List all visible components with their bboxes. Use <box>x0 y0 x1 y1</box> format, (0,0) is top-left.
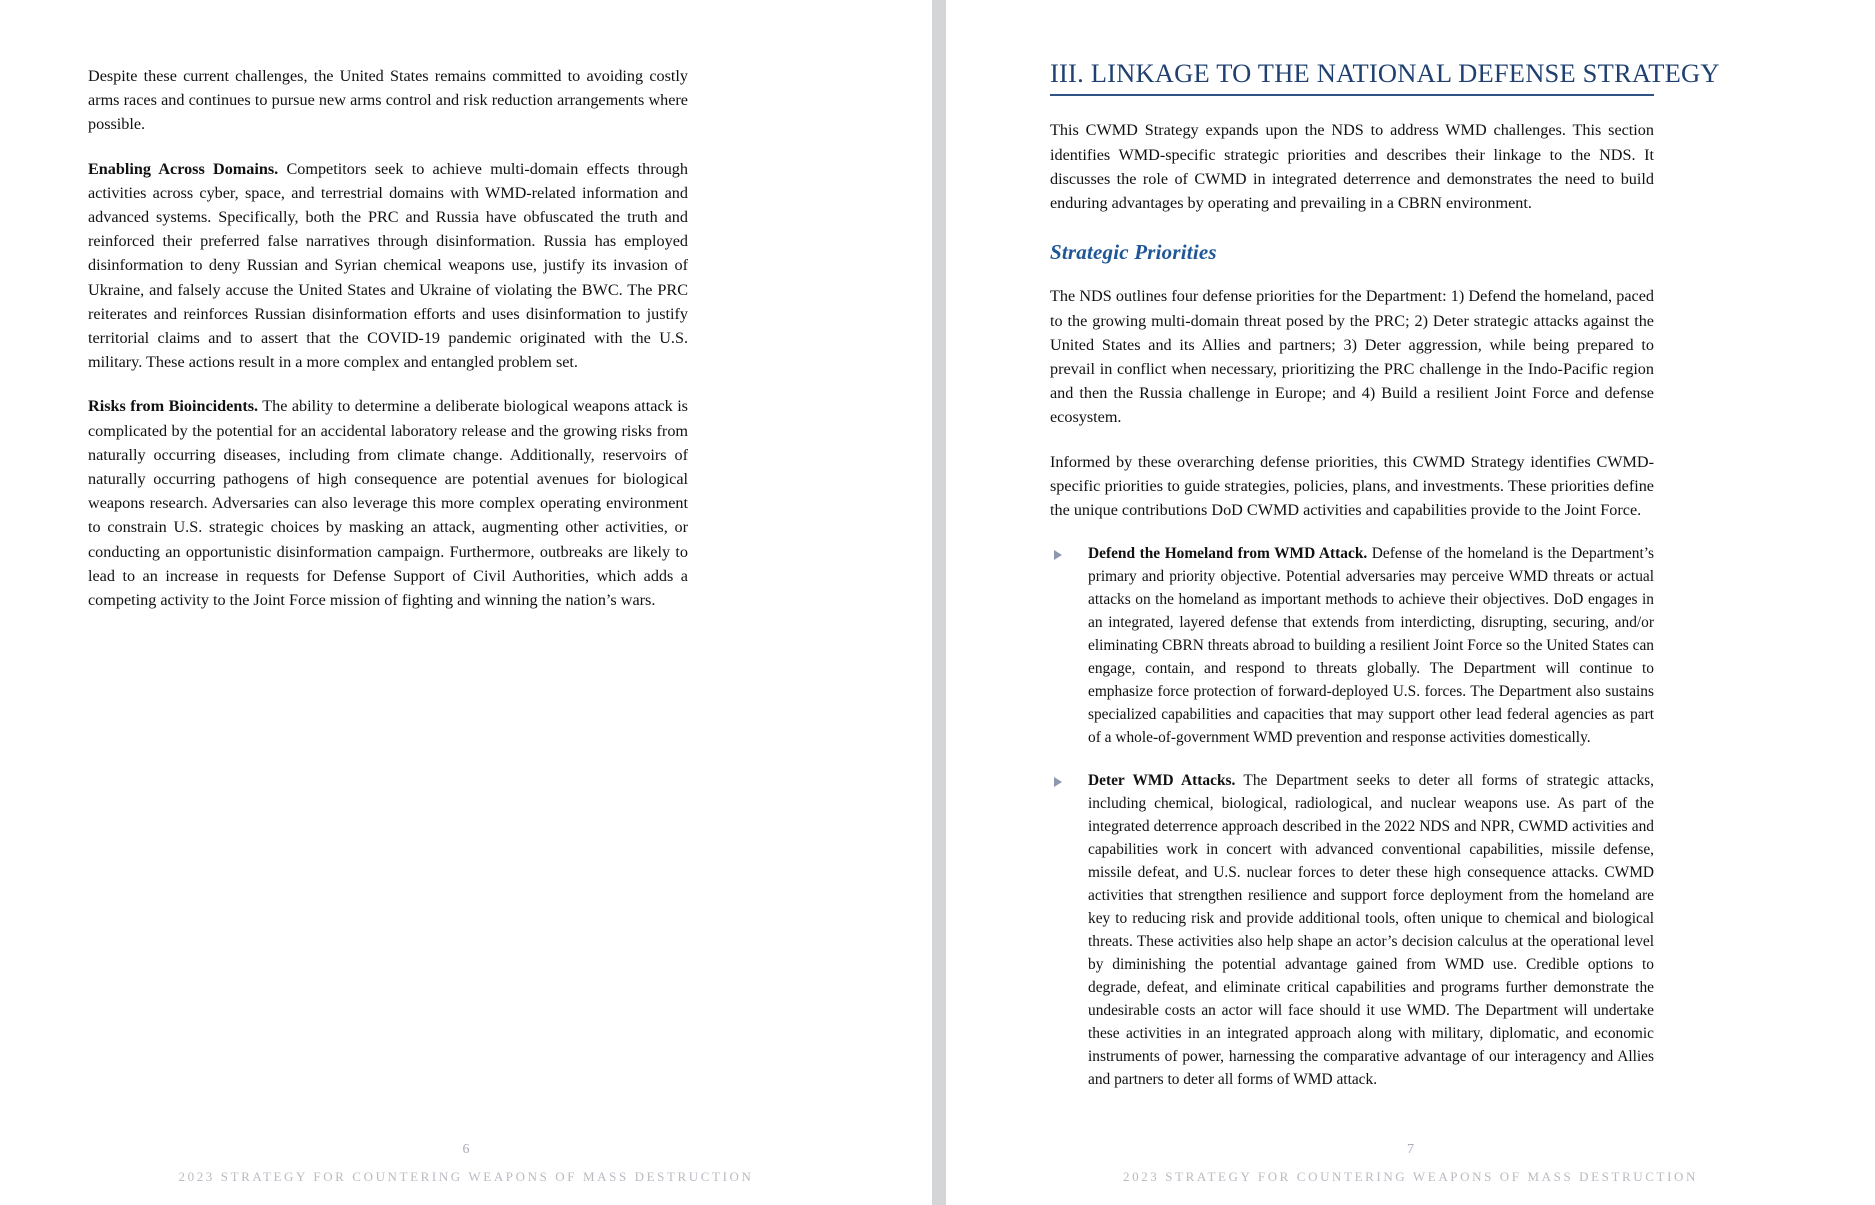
running-footer: 2023 STRATEGY FOR COUNTERING WEAPONS OF MASS DESTRUCTION <box>1123 1169 1698 1184</box>
paragraph-text: Informed by these overarching defense priorities, this CWMD Strategy identifies CWMD-specific priorities to guide strategies, policies, plans, and investments. These priorities define the unique contributions DoD CWMD activities and capabilities provide to the Joint Force. <box>1050 452 1654 519</box>
paragraph-text: The NDS outlines four defense priorities for the Department: 1) Defend the homeland, paced to the growing multi-domain threat posed by the PRC; 2) Deter strategic attacks against the United States and its Allies and partners; 3) Deter aggression, while being prepared to prevail in conflict when necessary, prioritizing the PRC challenge in the Indo-Pacific region and then the Russia challenge in Europe; and 4) Build a resilient Joint Force and defense ecosystem. <box>1050 287 1654 427</box>
list-item-text: The Department seeks to deter all forms of strategic attacks, including chemical, biological, radiological, and nuclear weapons use. As part of the integrated deterrence approach described in the 2022 NDS and NPR, CWMD activities and capabilities work in concert with advanced conventional capabilities, missile defense, missile defeat, and U.S. nuclear forces to deter these high consequence attacks. CWMD activities that strengthen resilience and support force deployment from the homeland are key to reducing risk and provide additional tools, often unique to chemical and biological threats. These activities also help shape an actor’s decision calculus at the operational level by diminishing the potential advantage gained from WMD use. Credible options to degrade, defeat, and eliminate critical capabilities and programs further demonstrate the undesirable costs an actor will face should it use WMD. The Department will undertake these activities in an integrated approach along with military, diplomatic, and economic instruments of power, harnessing the comparative advantage of our interagency and Allies and partners to deter all forms of WMD attack. <box>1088 772 1654 1089</box>
running-footer: 2023 STRATEGY FOR COUNTERING WEAPONS OF MASS DESTRUCTION <box>178 1169 754 1184</box>
left-body-text <box>88 64 688 612</box>
paragraph-text: Despite these current challenges, the United States remains committed to avoiding costly arms races and continues to pursue new arms control and risk reduction arrangements where possible. <box>88 67 688 134</box>
paragraph-lead-in: Enabling Across Domains. <box>88 159 279 178</box>
list-item-lead-in: Deter WMD Attacks. <box>1088 772 1236 790</box>
list-item <box>1050 769 1654 1091</box>
list-item-body <box>1088 769 1654 1091</box>
page-number: 6 <box>462 1142 470 1157</box>
page-right-content <box>1050 0 1720 1205</box>
page-left-footer <box>0 1143 932 1183</box>
triangle-right-bullet-icon <box>1054 550 1062 560</box>
page-right-footer <box>946 1143 1875 1183</box>
page-right <box>946 0 1875 1205</box>
list-item-text: Defense of the homeland is the Department’s primary and priority objective. Potential adversaries may perceive WMD threats or actual attacks on the homeland as important methods to achieve their objectives. DoD engages in an integrated, layered defense that extends from interdicting, disrupting, securing, and/or eliminating CBRN threats abroad to building a resilient Joint Force so the United States can engage, contain, and respond to threats globally. The Department will continue to emphasize force protection of forward-deployed U.S. forces. The Department also sustains specialized capabilities and capacities that may support other lead federal agencies as part of a whole-of-government WMD prevention and response activities domestically. <box>1088 545 1654 747</box>
paragraph-text: The ability to determine a deliberate biological weapons attack is complicated by the potential for an accidental laboratory release and the growing risks from naturally occurring diseases, including from climate change. Additionally, reservoirs of naturally occurring pathogens of high consequence are potential avenues for biological weapons research. Adversaries can also leverage this more complex operating environment to constrain U.S. strategic choices by masking an attack, augmenting other activities, or conducting an opportunistic disinformation campaign. Furthermore, outbreaks are likely to lead to an increase in requests for Defense Support of Civil Authorities, which adds a competing activity to the Joint Force mission of fighting and winning the nation’s wars. <box>88 397 688 610</box>
priority-bullet-list <box>1050 542 1654 1091</box>
page-left <box>0 0 932 1205</box>
right-body-text <box>1050 58 1720 1091</box>
paragraph <box>88 394 688 612</box>
list-item-body <box>1088 542 1654 749</box>
paragraph-text: Competitors seek to achieve multi-domain effects through activities across cyber, space, and terrestrial domains with WMD-related information and advanced systems. Specifically, both the PRC and Russia have obfuscated the truth and reinforced their preferred false narratives through disinformation. Russia has employed disinformation to deny Russian and Syrian chemical weapons use, justify its invasion of Ukraine, and falsely accuse the United States and Ukraine of violating the BWC. The PRC reiterates and reinforces Russian disinformation efforts and uses disinformation to justify territorial claims and to assert that the COVID-19 pandemic originated with the U.S. military. These actions result in a more complex and entangled problem set. <box>88 159 688 372</box>
list-item-lead-in: Defend the Homeland from WMD Attack. <box>1088 545 1368 563</box>
paragraph <box>88 64 688 137</box>
paragraph-lead-in: Risks from Bioincidents. <box>88 397 259 416</box>
paragraph <box>1050 284 1654 429</box>
page-left-content <box>88 0 688 1205</box>
paragraph <box>88 157 688 375</box>
list-item <box>1050 542 1654 749</box>
intro-paragraph <box>1050 118 1654 215</box>
heading-spacer <box>1050 96 1654 118</box>
triangle-right-bullet-icon <box>1054 777 1062 787</box>
subsection-heading: Strategic Priorities <box>1050 240 1217 265</box>
paragraph <box>1050 450 1654 523</box>
page-number: 7 <box>1407 1142 1414 1157</box>
section-heading: III. LINKAGE TO THE NATIONAL DEFENSE STRATEGY <box>1050 58 1654 96</box>
paragraph-text: This CWMD Strategy expands upon the NDS to address WMD challenges. This section identifies WMD-specific strategic priorities and describes their linkage to the NDS. It discusses the role of CWMD in integrated deterrence and demonstrates the need to build enduring advantages by operating and prevailing in a CBRN environment. <box>1050 121 1654 213</box>
page-gutter-divider <box>932 0 946 1205</box>
